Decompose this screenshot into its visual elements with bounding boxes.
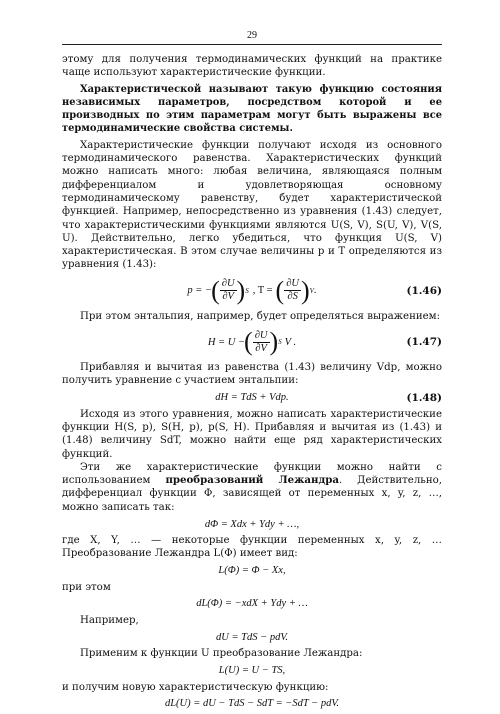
definition-paragraph: Характеристической называют такую функцию состояния независимых параметров, посредством которой и ее производных по этим параметрам могут быть выражены все термодинамические свойства системы. xyxy=(62,83,442,135)
paragraph-2: Характеристические функции получают исходя из основного термодинамического равенства. Характеристических функций можно написать много: любая величина, являющаяся полным дифференциалом и удовлетворяющая основному термодинамическому равенству, будет характеристической функцией. Например, непосредственно из уравнения (1.43) следует, что характеристическими функциями являются U(S, V), S(U, V), V(S, U). Действительно, легко убедиться, что функция U(S, V) характеристическая. В этом случае величины p и T определяются из уравнения (1.43): xyxy=(62,139,442,271)
eq147-frac: $\frac{\partial U}{\partial V}$ xyxy=(254,329,268,354)
equation-1-47: H = U − ( $\frac{\partial U}{\partial V}$ ) S V . (1.47) xyxy=(207,327,442,357)
header-rule xyxy=(62,44,442,45)
equation-label: (1.46) xyxy=(406,284,442,297)
eq146-lhs: p = − xyxy=(187,285,213,297)
paragraph-11: и получим новую характеристическую функцию: xyxy=(62,681,329,693)
eq146-sep: , T = xyxy=(252,285,273,297)
paragraph-7: где X, Y, … — некоторые функции переменных x, y, z, … Преобразование Лежандра L(Φ) имеет вид: xyxy=(62,535,442,560)
paragraph-5: Исходя из этого уравнения, можно написать характеристические функции H(S, p), S(H, p), p(S, H). Прибавляя и вычитая из (1.43) и (1.48) величину SdT, можно найти еще ряд характеристических функций. xyxy=(62,408,442,460)
eq146-frac1: $\frac{\partial U}{\partial V}$ xyxy=(221,278,235,303)
paragraph-6: Эти же характеристические функции можно найти с использованием преобразований Лежандра. Действительно, дифференциал функции Φ, зависящей от переменных x, y, z, …, можно записать так: xyxy=(62,461,442,513)
paragraph-10: Применим к функции U преобразование Лежандра: xyxy=(80,648,363,660)
equation-lu: L(U) = U − TS, xyxy=(218,665,286,676)
equation-label: (1.48) xyxy=(406,391,442,404)
paragraph-1: этому для получения термодинамических функций на практике чаще используют характеристические функции. xyxy=(62,54,442,79)
equation-dlphi: dL(Φ) = −xdX + Ydy + … xyxy=(196,598,308,610)
eq146-frac2: $\frac{\partial U}{\partial S}$ xyxy=(286,278,299,303)
paragraph-3: При этом энтальпия, например, будет определяться выражением: xyxy=(80,310,441,322)
paragraph-4: Прибавляя и вычитая из равенства (1.43) величину Vdp, можно получить уравнение с участием энтальпии: xyxy=(62,362,442,387)
equation-1-46: p = − ( $\frac{\partial U}{\partial V}$ ) S , T = ( $\frac{\partial U}{\partial S}$ ) V . (1.46) xyxy=(187,275,442,305)
equation-label: (1.47) xyxy=(406,336,442,349)
equation-dphi: dΦ = Xdx + Ydy + …, xyxy=(204,518,300,530)
paragraph-9: Например, xyxy=(80,614,139,626)
equation-lphi: L(Φ) = Φ − Xx, xyxy=(218,565,286,577)
page-number: 29 xyxy=(247,30,257,41)
equation-1-48: dH = TdS + Vdp. (1.48) xyxy=(215,391,442,404)
paragraph-8: при этом xyxy=(62,581,111,593)
equation-dlu: dL(U) = dU − TdS − SdT = −SdT − pdV. xyxy=(164,698,340,710)
equation-du: dU = TdS − pdV. xyxy=(215,631,289,643)
